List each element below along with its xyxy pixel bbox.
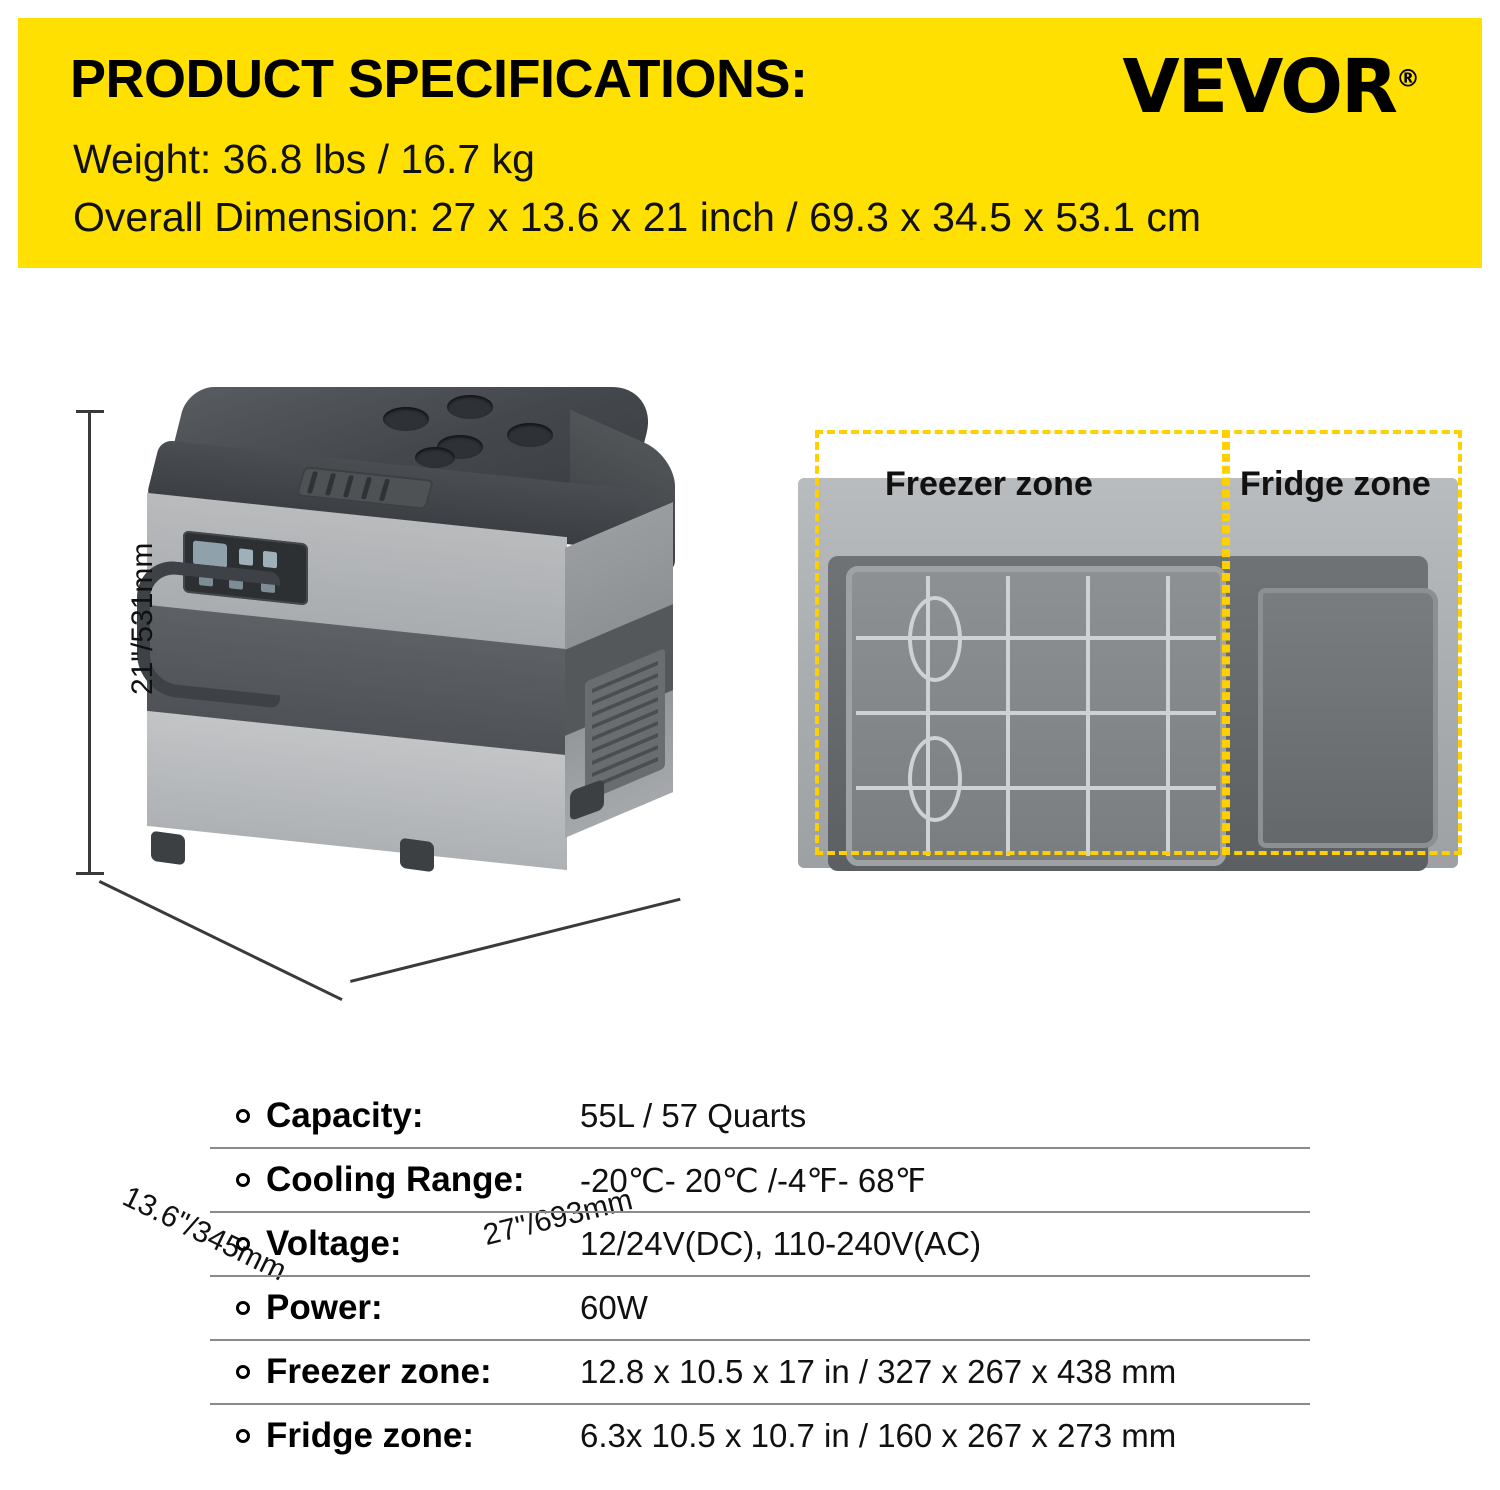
- height-dimension-label: 21"/531mm: [126, 542, 159, 695]
- wheel-icon: [151, 831, 185, 866]
- spec-label: Power:: [266, 1288, 383, 1327]
- spec-value: 60W: [580, 1289, 648, 1326]
- bullet-icon: [236, 1237, 250, 1251]
- table-row: [210, 1085, 1310, 1149]
- spec-label-cell: [210, 1224, 580, 1264]
- freezer-zone-label: Freezer zone: [885, 465, 1093, 503]
- cup-holder-icon: [415, 447, 455, 468]
- overall-dimension-text: Overall Dimension: 27 x 13.6 x 21 inch / 69.3 x 34.5 x 53.1 cm: [73, 194, 1202, 240]
- spec-label-cell: [210, 1416, 580, 1456]
- cup-holder-icon: [507, 423, 553, 447]
- spec-value: 12/24V(DC), 110-240V(AC): [580, 1225, 982, 1262]
- spec-label-cell: [210, 1096, 580, 1136]
- registered-trademark-icon: ®: [1396, 64, 1420, 93]
- wheel-icon: [400, 838, 434, 873]
- specifications-banner: [18, 18, 1482, 268]
- spec-label: Voltage:: [266, 1224, 402, 1263]
- spec-label-cell: [210, 1160, 580, 1200]
- vevor-logo: [1122, 44, 1420, 130]
- spec-label-cell: [210, 1288, 580, 1328]
- power-icon: [263, 551, 277, 568]
- table-row: [210, 1213, 1310, 1277]
- depth-dimension-label: 13.6"/345mm: [117, 1180, 292, 1288]
- spec-label: Cooling Range:: [266, 1160, 525, 1199]
- brand-name: VEVOR: [1122, 44, 1396, 130]
- portable-fridge-illustration: [115, 355, 675, 875]
- page-title: PRODUCT SPECIFICATIONS:: [70, 49, 808, 109]
- table-row: [210, 1149, 1310, 1213]
- spec-label: Fridge zone:: [266, 1416, 475, 1455]
- weight-text: Weight: 36.8 lbs / 16.7 kg: [73, 136, 535, 182]
- depth-dimension-line: [99, 880, 343, 1001]
- bullet-icon: [236, 1429, 250, 1443]
- cup-holder-icon: [447, 395, 493, 419]
- snowflake-icon: [239, 548, 253, 565]
- bullet-icon: [236, 1109, 250, 1123]
- spec-value: -20℃- 20℃ /-4℉- 68℉: [580, 1161, 927, 1199]
- product-interior-image: [790, 420, 1470, 890]
- spec-value: 6.3x 10.5 x 10.7 in / 160 x 267 x 273 mm: [580, 1417, 1177, 1454]
- spec-label: Freezer zone:: [266, 1352, 492, 1391]
- cup-holder-icon: [383, 407, 429, 431]
- spec-label-cell: [210, 1352, 580, 1392]
- width-dimension-label: 27"/693mm: [480, 1183, 636, 1253]
- table-row: [210, 1405, 1310, 1467]
- specifications-table: [210, 1085, 1310, 1467]
- table-row: [210, 1277, 1310, 1341]
- height-dimension-line: [88, 410, 91, 875]
- width-dimension-line: [350, 898, 681, 983]
- bullet-icon: [236, 1173, 250, 1187]
- bullet-icon: [236, 1301, 250, 1315]
- height-dimension-tick-top: [76, 410, 104, 413]
- height-dimension-tick-bottom: [76, 872, 104, 875]
- fridge-zone-label: Fridge zone: [1240, 465, 1431, 503]
- table-row: [210, 1341, 1310, 1405]
- spec-label: Capacity:: [266, 1096, 424, 1135]
- bullet-icon: [236, 1365, 250, 1379]
- spec-value: 12.8 x 10.5 x 17 in / 327 x 267 x 438 mm: [580, 1353, 1177, 1390]
- spec-value: 55L / 57 Quarts: [580, 1097, 807, 1134]
